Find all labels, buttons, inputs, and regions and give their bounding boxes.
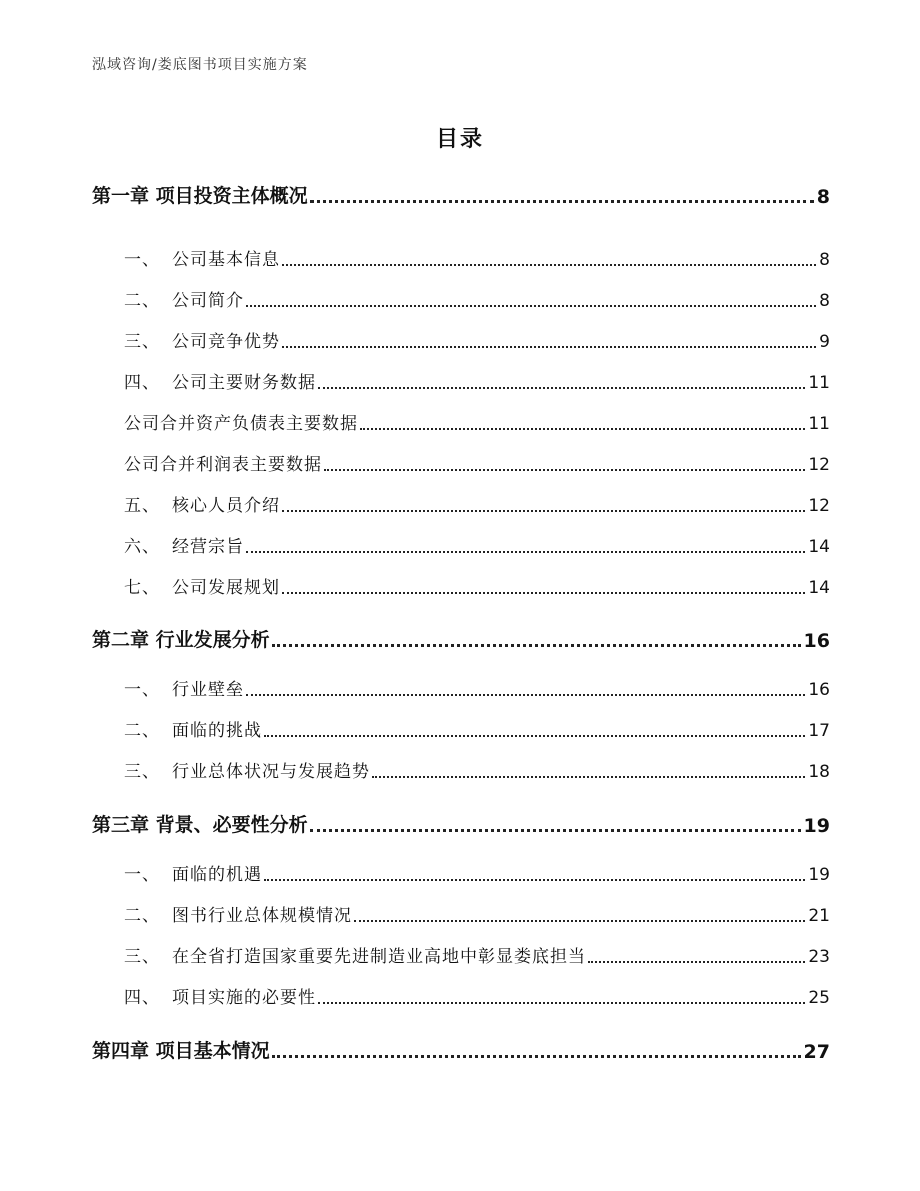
toc-entry-text: 第二章 行业发展分析 bbox=[92, 629, 270, 651]
toc-entry-prefix: 三、 bbox=[124, 762, 160, 782]
toc-entry-prefix: 一、 bbox=[124, 680, 160, 700]
toc-entry-text: 行业壁垒 bbox=[172, 680, 244, 700]
toc-entry-text: 公司基本信息 bbox=[172, 250, 280, 270]
dot-leader bbox=[360, 428, 805, 430]
toc-page-number: 18 bbox=[808, 762, 830, 782]
toc-entry-text: 第四章 项目基本情况 bbox=[92, 1040, 270, 1062]
toc-entry-prefix: 二、 bbox=[124, 291, 160, 311]
toc-section-entry[interactable] bbox=[92, 410, 830, 434]
dot-leader bbox=[282, 264, 816, 266]
toc-entry-text: 公司简介 bbox=[172, 291, 244, 311]
dot-leader bbox=[246, 305, 816, 307]
toc-entry-text: 核心人员介绍 bbox=[172, 496, 280, 516]
toc-section-entry[interactable] bbox=[92, 287, 830, 311]
toc-page-number: 8 bbox=[816, 186, 830, 208]
toc-page-number: 23 bbox=[808, 947, 830, 967]
toc-page-number: 11 bbox=[808, 414, 830, 434]
dot-leader bbox=[246, 551, 805, 553]
toc-entry-prefix: 五、 bbox=[124, 496, 160, 516]
toc-entry-label bbox=[92, 532, 244, 557]
toc-entry-text: 公司合并资产负债表主要数据 bbox=[124, 414, 358, 434]
toc-entry-text: 经营宗旨 bbox=[172, 537, 244, 557]
toc-entry-text: 公司合并利润表主要数据 bbox=[124, 455, 322, 475]
toc-entry-label bbox=[92, 573, 280, 598]
toc-entry-text: 公司竞争优势 bbox=[172, 332, 280, 352]
toc-section-entry[interactable] bbox=[92, 246, 830, 270]
toc-section-entry[interactable] bbox=[92, 758, 830, 782]
toc-entry-prefix: 七、 bbox=[124, 578, 160, 598]
toc-entry-prefix: 三、 bbox=[124, 332, 160, 352]
dot-leader bbox=[310, 829, 801, 832]
page-header: 泓域咨询/娄底图书项目实施方案 bbox=[92, 57, 308, 73]
toc-section-entry[interactable] bbox=[92, 533, 830, 557]
dot-leader bbox=[272, 644, 801, 647]
toc-entry-label bbox=[92, 1036, 270, 1063]
dot-leader bbox=[282, 346, 816, 348]
toc-section-entry[interactable] bbox=[92, 328, 830, 352]
toc-entry-text: 第一章 项目投资主体概况 bbox=[92, 185, 308, 207]
dot-leader bbox=[372, 776, 805, 778]
toc-entry-label bbox=[92, 409, 358, 434]
toc-section-entry[interactable] bbox=[92, 902, 830, 926]
toc-chapter-entry[interactable] bbox=[92, 180, 830, 208]
toc-section-entry[interactable] bbox=[92, 369, 830, 393]
toc-page-number: 25 bbox=[808, 988, 830, 1008]
toc-section-entry[interactable] bbox=[92, 574, 830, 598]
toc-entry-text: 面临的机遇 bbox=[172, 865, 262, 885]
dot-leader bbox=[282, 510, 805, 512]
toc-page-number: 16 bbox=[803, 630, 830, 652]
toc-page-number: 12 bbox=[808, 496, 830, 516]
toc-entry-prefix: 四、 bbox=[124, 988, 160, 1008]
dot-leader bbox=[588, 961, 805, 963]
toc-page-number: 9 bbox=[819, 332, 830, 352]
toc-section-entry[interactable] bbox=[92, 943, 830, 967]
toc-entry-label bbox=[92, 286, 244, 311]
toc-entry-label bbox=[92, 327, 280, 352]
dot-leader bbox=[282, 592, 805, 594]
toc-entry-label bbox=[92, 716, 262, 741]
toc-entry-text: 公司主要财务数据 bbox=[172, 373, 316, 393]
toc-entry-label bbox=[92, 942, 586, 967]
toc-page-number: 16 bbox=[808, 680, 830, 700]
dot-leader bbox=[264, 879, 805, 881]
toc-entry-prefix: 六、 bbox=[124, 537, 160, 557]
toc-page-number: 14 bbox=[808, 537, 830, 557]
toc-entry-label bbox=[92, 181, 308, 208]
dot-leader bbox=[310, 200, 814, 203]
toc-page-number: 11 bbox=[808, 373, 830, 393]
toc-section-entry[interactable] bbox=[92, 717, 830, 741]
toc-section-entry[interactable] bbox=[92, 492, 830, 516]
toc-entry-label bbox=[92, 450, 322, 475]
toc-page-number: 21 bbox=[808, 906, 830, 926]
dot-leader bbox=[246, 694, 805, 696]
toc-entry-text: 公司发展规划 bbox=[172, 578, 280, 598]
toc-entry-prefix: 一、 bbox=[124, 865, 160, 885]
toc-entry-label bbox=[92, 245, 280, 270]
toc-page-number: 27 bbox=[803, 1041, 830, 1063]
toc-entry-label bbox=[92, 625, 270, 652]
dot-leader bbox=[318, 1002, 805, 1004]
toc-entry-prefix: 一、 bbox=[124, 250, 160, 270]
toc-page-number: 19 bbox=[803, 815, 830, 837]
toc-page-number: 8 bbox=[819, 291, 830, 311]
dot-leader bbox=[272, 1055, 801, 1058]
toc-chapter-entry[interactable] bbox=[92, 1035, 830, 1063]
toc-section-entry[interactable] bbox=[92, 676, 830, 700]
dot-leader bbox=[318, 387, 805, 389]
toc-entry-label bbox=[92, 491, 280, 516]
toc-entry-text: 面临的挑战 bbox=[172, 721, 262, 741]
toc-page-number: 12 bbox=[808, 455, 830, 475]
dot-leader bbox=[324, 469, 805, 471]
dot-leader bbox=[264, 735, 805, 737]
toc-entry-prefix: 二、 bbox=[124, 721, 160, 741]
toc-entry-text: 行业总体状况与发展趋势 bbox=[172, 762, 370, 782]
toc-entry-label bbox=[92, 810, 308, 837]
toc-section-entry[interactable] bbox=[92, 984, 830, 1008]
toc-title: 目录 bbox=[435, 127, 484, 152]
toc-page-number: 8 bbox=[819, 250, 830, 270]
toc-entry-text: 在全省打造国家重要先进制造业高地中彰显娄底担当 bbox=[172, 947, 586, 967]
toc-section-entry[interactable] bbox=[92, 861, 830, 885]
toc-section-entry[interactable] bbox=[92, 451, 830, 475]
toc-entry-prefix: 三、 bbox=[124, 947, 160, 967]
toc-entry-label bbox=[92, 757, 370, 782]
toc-entry-label bbox=[92, 983, 316, 1008]
toc-entry-text: 第三章 背景、必要性分析 bbox=[92, 814, 308, 836]
toc-chapter-entry[interactable] bbox=[92, 809, 830, 837]
toc-entry-label bbox=[92, 901, 352, 926]
toc-entry-text: 项目实施的必要性 bbox=[172, 988, 316, 1008]
toc-entry-label bbox=[92, 675, 244, 700]
toc-entry-prefix: 四、 bbox=[124, 373, 160, 393]
toc-page-number: 17 bbox=[808, 721, 830, 741]
toc-page-number: 14 bbox=[808, 578, 830, 598]
dot-leader bbox=[354, 920, 805, 922]
toc-entry-text: 图书行业总体规模情况 bbox=[172, 906, 352, 926]
toc-page-number: 19 bbox=[808, 865, 830, 885]
toc-entry-prefix: 二、 bbox=[124, 906, 160, 926]
toc-chapter-entry[interactable] bbox=[92, 624, 830, 652]
toc-entry-label bbox=[92, 368, 316, 393]
toc-entry-label bbox=[92, 860, 262, 885]
